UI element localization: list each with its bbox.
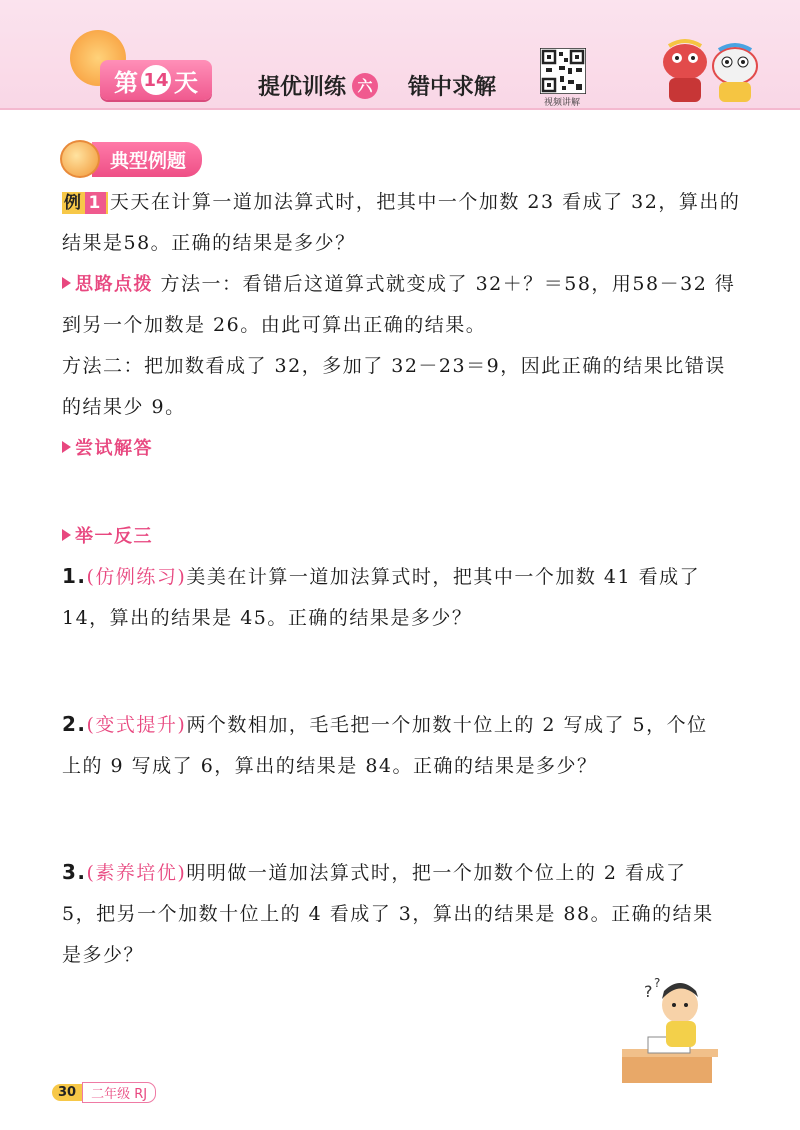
question-3-text-2: 5，把另一个加数十位上的 4 看成了 3，算出的结果是 88。正确的结果 bbox=[62, 903, 714, 925]
question-2-line-1 bbox=[62, 704, 742, 746]
page-title bbox=[258, 70, 496, 101]
svg-text:?: ? bbox=[654, 976, 661, 990]
hint-line-1 bbox=[62, 264, 742, 305]
example-text-1: 天天在计算一道加法算式时，把其中一个加数 23 看成了 32，算出的 bbox=[109, 191, 741, 213]
page-header bbox=[0, 0, 800, 110]
question-1-text-1: 美美在计算一道加法算式时，把其中一个加数 41 看成了 bbox=[186, 566, 701, 588]
question-2-tag: (变式提升) bbox=[86, 714, 187, 736]
grade-info: 二年级 RJ bbox=[82, 1082, 156, 1103]
page-number: 30 bbox=[52, 1084, 82, 1101]
question-3-line-1 bbox=[62, 852, 742, 894]
hint-text-1: 方法一：看错后这道算式就变成了 32＋？＝58，用58－32 得 bbox=[153, 273, 736, 295]
qr-label: 视频讲解 bbox=[543, 98, 580, 108]
example-text-2: 结果是58。正确的结果是多少？ bbox=[62, 232, 356, 254]
hint-text-2: 到另一个加数是 26。由此可算出正确的结果。 bbox=[62, 314, 487, 336]
title-subtitle: 错中求解 bbox=[408, 75, 497, 100]
question-1-num: 1. bbox=[62, 564, 87, 588]
example-num: 1 bbox=[85, 192, 106, 214]
day-badge bbox=[100, 60, 212, 100]
question-3-text-3: 是多少？ bbox=[62, 944, 145, 966]
question-3-text-1: 明明做一道加法算式时，把一个加数个位上的 2 看成了 bbox=[186, 862, 687, 884]
question-1-tag: (仿例练习) bbox=[86, 566, 187, 588]
day-suffix: 天 bbox=[174, 68, 198, 97]
question-1-line-1 bbox=[62, 556, 742, 598]
method2-text-2: 的结果少 9。 bbox=[62, 396, 186, 418]
day-prefix: 第 bbox=[114, 68, 138, 97]
hint-label: 思路点拨 bbox=[62, 274, 153, 295]
svg-text:?: ? bbox=[644, 982, 653, 1001]
example-tag-text: 例 bbox=[64, 193, 83, 213]
title-number: 六 bbox=[352, 73, 378, 99]
title-text: 提优训练 bbox=[258, 75, 347, 100]
page-footer bbox=[52, 1082, 156, 1103]
question-2 bbox=[62, 704, 742, 787]
section-label: 典型例题 bbox=[92, 142, 202, 177]
try-answer-row bbox=[62, 428, 742, 469]
example-line-1 bbox=[62, 182, 742, 223]
question-2-num: 2. bbox=[62, 712, 87, 736]
method2-text-1: 方法二：把加数看成了 32，多加了 32－23＝9，因此正确的结果比错误 bbox=[62, 355, 726, 377]
qr-code-icon[interactable] bbox=[540, 48, 586, 94]
question-3-num: 3. bbox=[62, 860, 87, 884]
question-3 bbox=[62, 852, 742, 976]
section-tag-examples bbox=[60, 140, 202, 178]
question-3-tag: (素养培优) bbox=[86, 862, 187, 884]
mascot-icon bbox=[60, 140, 100, 178]
example-block bbox=[62, 182, 742, 469]
practice-label: 举一反三 bbox=[62, 526, 153, 547]
example-tag bbox=[62, 192, 108, 214]
question-2-text-2: 上的 9 写成了 6，算出的结果是 84。正确的结果是多少？ bbox=[62, 755, 598, 777]
question-2-text-1: 两个数相加，毛毛把一个加数十位上的 2 写成了 5，个位 bbox=[186, 714, 708, 736]
practice-header bbox=[62, 516, 742, 557]
try-label: 尝试解答 bbox=[62, 438, 153, 459]
lion-dance-icon bbox=[655, 36, 765, 106]
question-1 bbox=[62, 556, 742, 639]
thinking-boy-icon bbox=[618, 975, 728, 1085]
day-number: 14 bbox=[141, 65, 171, 95]
question-1-text-2: 14，算出的结果是 45。正确的结果是多少？ bbox=[62, 607, 473, 629]
